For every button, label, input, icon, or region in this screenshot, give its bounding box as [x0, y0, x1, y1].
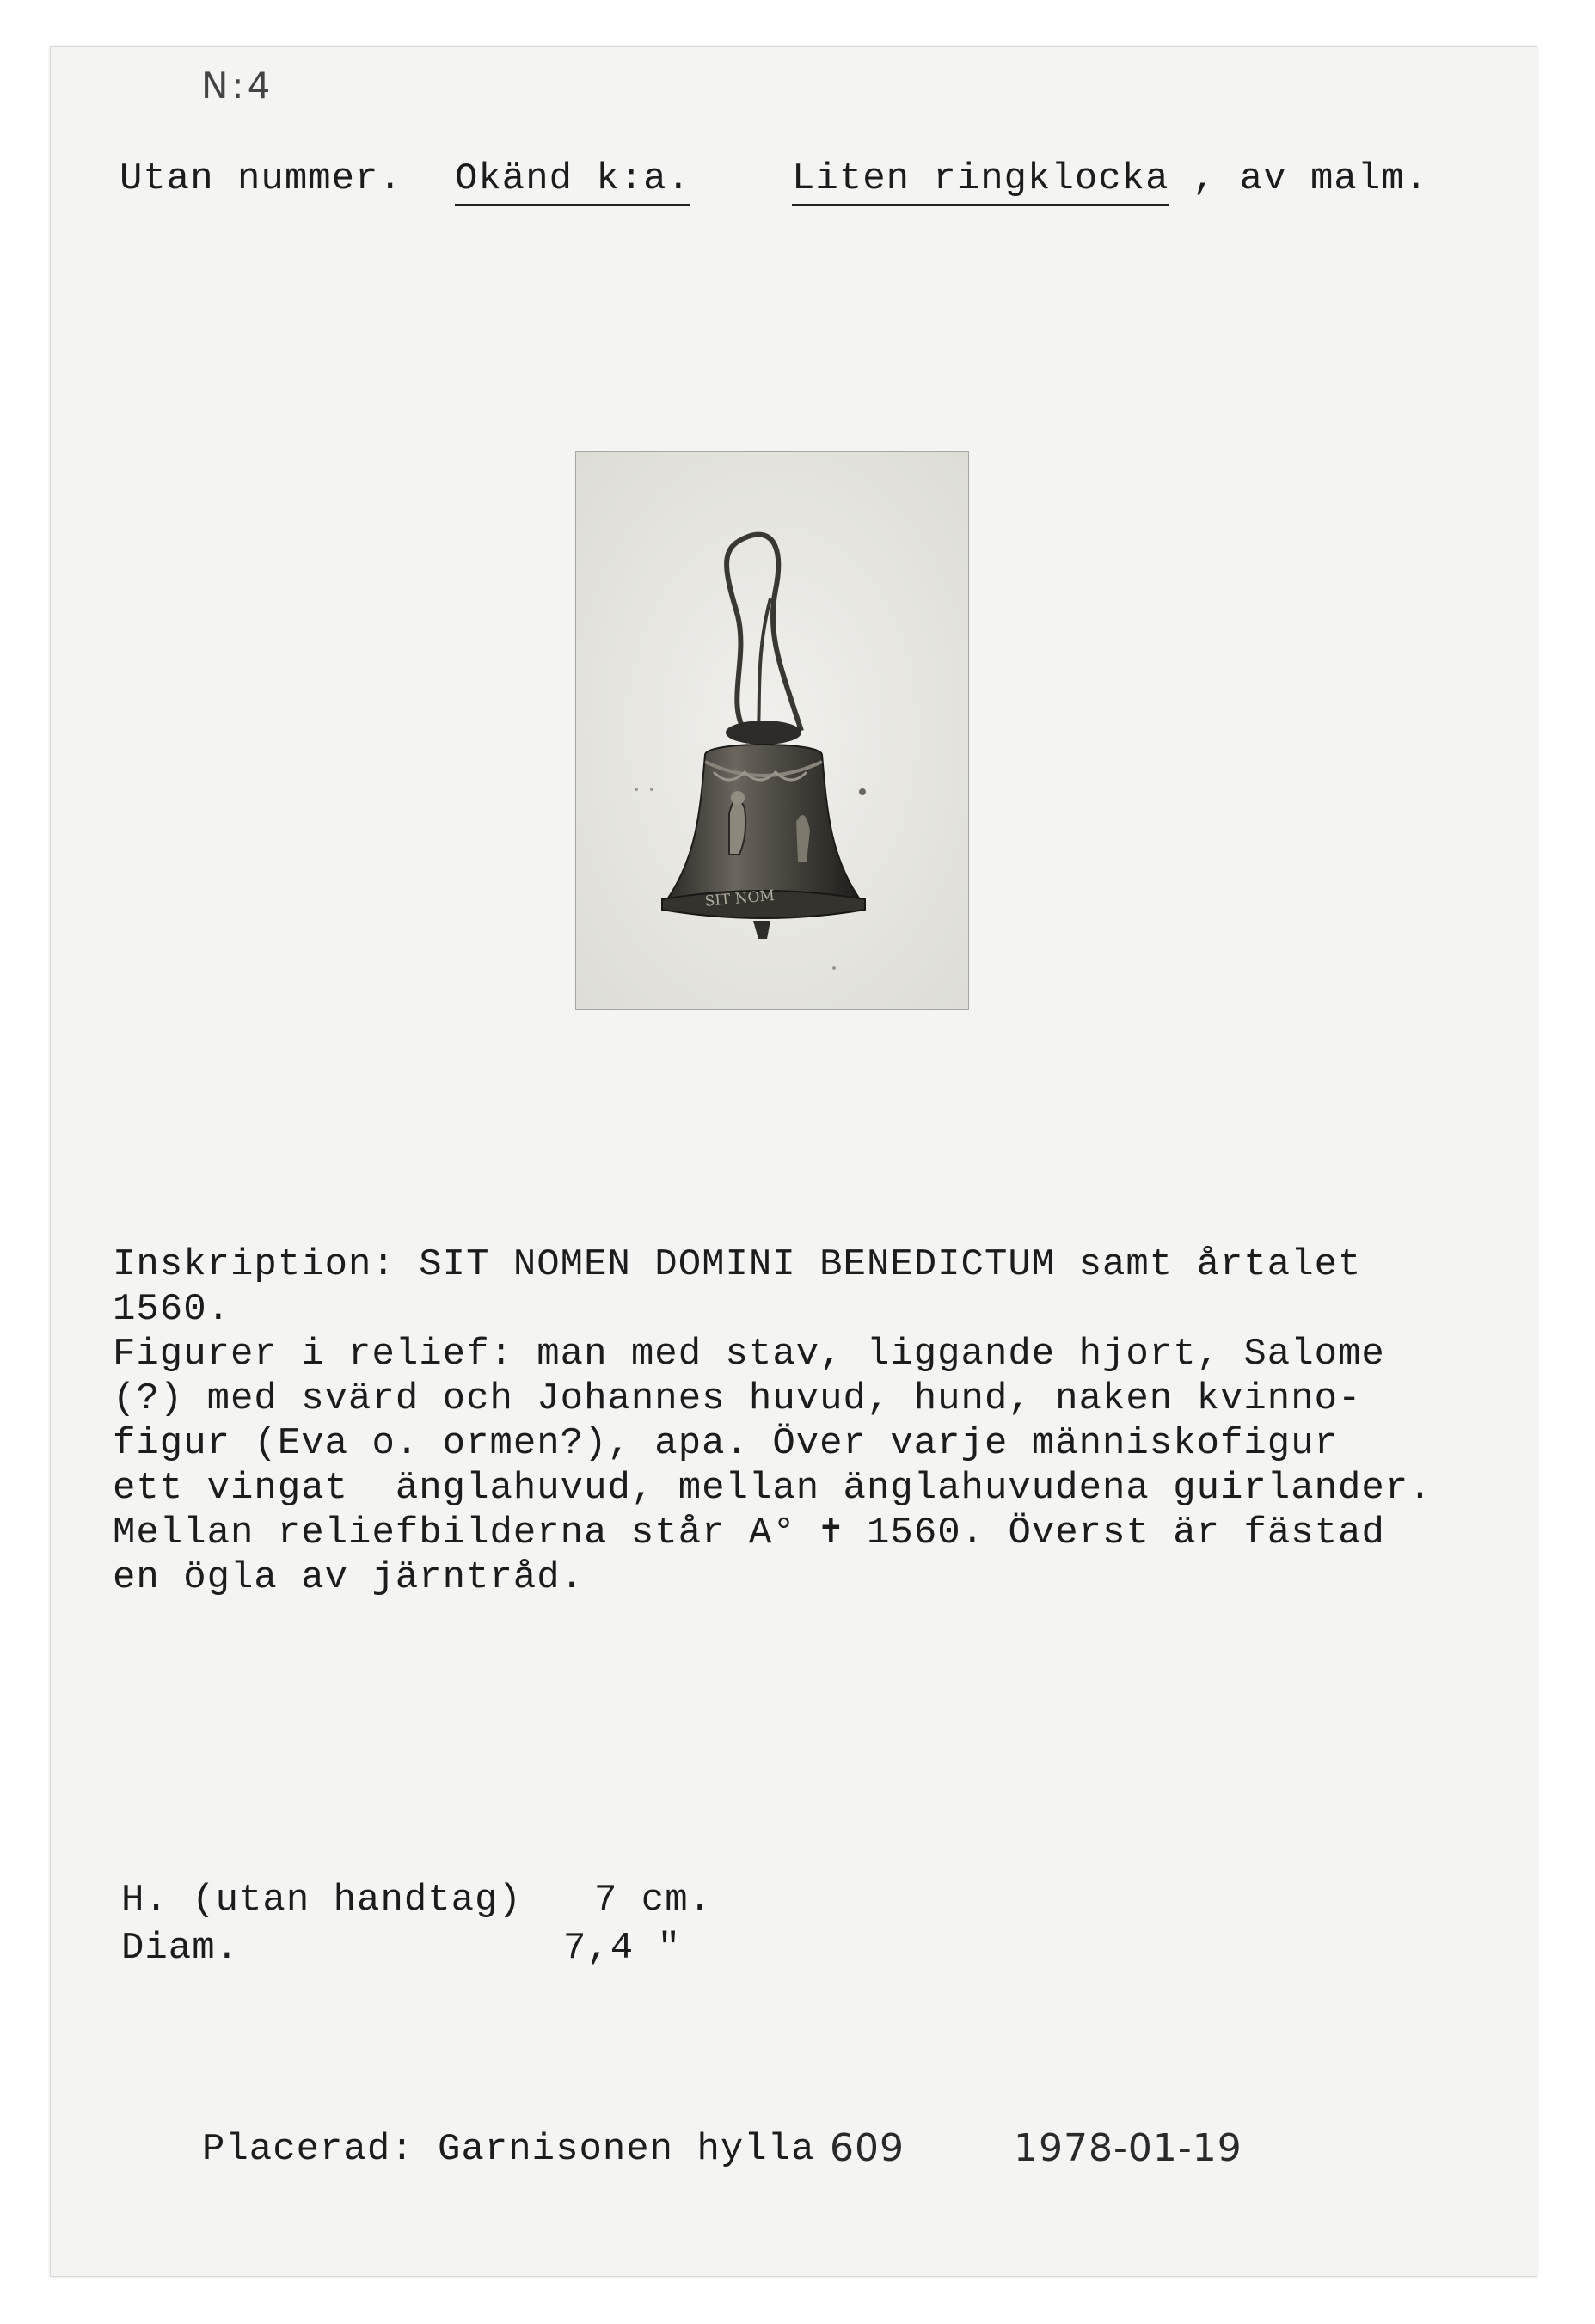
header-material: , av malm.: [1193, 157, 1429, 200]
diameter-value: 7,4 ": [563, 1927, 682, 1970]
header-unknown-church: Okänd k:a.: [455, 157, 690, 206]
description-line: Figurer i relief: man med stav, liggande hjort, Salome: [113, 1333, 1385, 1376]
header-unnumbered: Utan nummer.: [120, 157, 402, 200]
height-label: H. (utan handtag): [121, 1879, 522, 1922]
placement-date: 1978-01-19: [1014, 2126, 1242, 2170]
bell-photo: [575, 451, 969, 1010]
description-line: en ögla av järntråd.: [113, 1556, 585, 1599]
description-line: 1560.: [113, 1288, 231, 1331]
description-line: Inskription: SIT NOMEN DOMINI BENEDICTUM samt årtalet: [113, 1243, 1362, 1286]
description-line: Mellan reliefbilderna står A° ✝ 1560. Överst är fästad: [113, 1512, 1385, 1554]
description-line: (?) med svärd och Johannes huvud, hund, naken kvinno-: [113, 1377, 1362, 1420]
placement-label: Placerad: Garnisonen hylla: [202, 2128, 815, 2171]
description-line: figur (Eva o. ormen?), apa. Över varje människofigur: [113, 1422, 1339, 1465]
catalog-card: [50, 46, 1537, 2277]
diameter-label: Diam.: [121, 1927, 240, 1970]
header-object-title: Liten ringklocka: [792, 157, 1169, 206]
height-value: 7 cm.: [594, 1879, 713, 1922]
shelf-number: 609: [830, 2126, 905, 2170]
description-line: ett vingat änglahuvud, mellan änglahuvudena guirlander.: [113, 1467, 1432, 1510]
bell-inscription: SIT NOM: [703, 886, 776, 911]
bell-illustration: [576, 452, 968, 1009]
card-number: N:4: [201, 64, 274, 107]
